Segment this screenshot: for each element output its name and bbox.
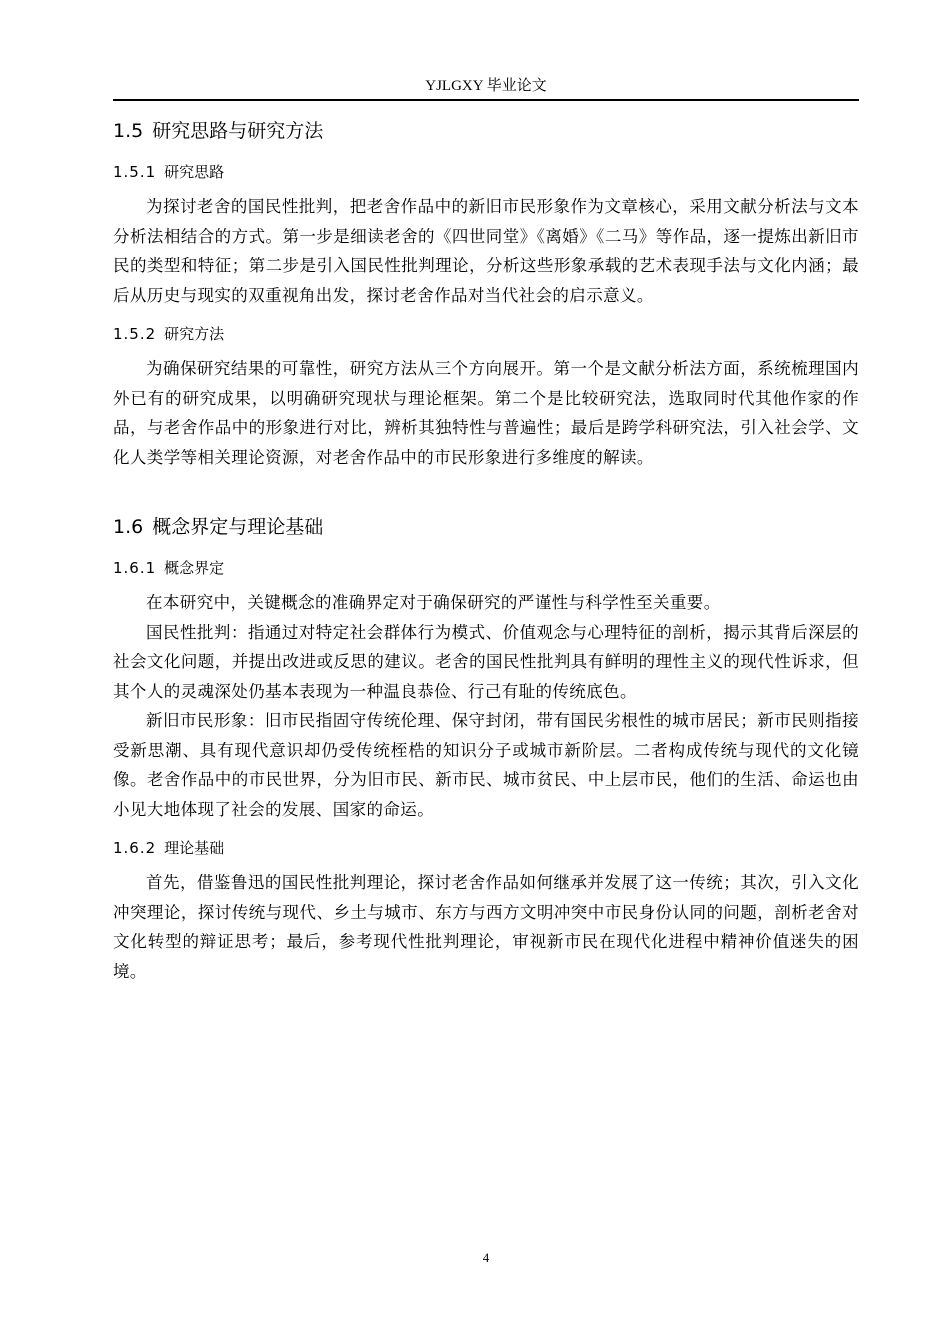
subsection-title: 理论基础	[164, 839, 225, 857]
subsection-title: 概念界定	[164, 559, 225, 577]
section-heading-1-6	[113, 512, 859, 542]
subsection-heading-1-5-2	[113, 322, 859, 346]
section-number: 1.5	[113, 120, 144, 142]
page-number: 4	[482, 1250, 490, 1265]
paragraph: 在本研究中，关键概念的准确界定对于确保研究的严谨性与科学性至关重要。	[146, 593, 721, 612]
section-number: 1.6	[113, 516, 144, 538]
section-heading-1-5	[113, 116, 859, 146]
subsection-heading-1-6-1	[113, 556, 859, 580]
section-title: 研究思路与研究方法	[152, 120, 324, 142]
subsection-number: 1.6.2	[113, 839, 157, 857]
paragraph: 为确保研究结果的可靠性，研究方法从三个方向展开。第一个是文献分析法方面，系统梳理国内外已有的研究成果，以明确研究现状与理论框架。第二个是比较研究法，选取同时代其他作家的作品，与老舍作品中的形象进行对比，辨析其独特性与普遍性；最后是跨学科研究法，引入社会学、文化人类学等相关理论资源，对老舍作品中的市民形象进行多维度的解读。	[113, 359, 859, 467]
section-title: 概念界定与理论基础	[152, 516, 324, 538]
running-header: YJLGXY 毕业论文	[425, 78, 547, 94]
subsection-title: 研究方法	[164, 325, 225, 343]
header-rule	[113, 99, 859, 101]
subsection-heading-1-5-1	[113, 160, 859, 184]
subsection-heading-1-6-2	[113, 836, 859, 860]
page-body	[113, 112, 859, 986]
paragraph: 国民性批判：指通过对特定社会群体行为模式、价值观念与心理特征的剖析，揭示其背后深层的社会文化问题，并提出改进或反思的建议。老舍的国民性批判具有鲜明的理性主义的现代性诉求，但其个人的灵魂深处仍基本表现为一种温良恭俭、行己有耻的传统底色。	[113, 622, 859, 701]
subsection-number: 1.6.1	[113, 559, 157, 577]
subsection-number: 1.5.1	[113, 163, 157, 181]
paragraph: 为探讨老舍的国民性批判，把老舍作品中的新旧市民形象作为文章核心，采用文献分析法与文本分析法相结合的方式。第一步是细读老舍的《四世同堂》《离婚》《二马》等作品，逐一提炼出新旧市民的类型和特征；第二步是引入国民性批判理论，分析这些形象承载的艺术表现手法与文化内涵；最后从历史与现实的双重视角出发，探讨老舍作品对当代社会的启示意义。	[113, 197, 859, 305]
paragraph: 新旧市民形象：旧市民指固守传统伦理、保守封闭，带有国民劣根性的城市居民；新市民则指接受新思潮、具有现代意识却仍受传统桎梏的知识分子或城市新阶层。二者构成传统与现代的文化镜像。老舍作品中的市民世界，分为旧市民、新市民、城市贫民、中上层市民，他们的生活、命运也由小见大地体现了社会的发展、国家的命运。	[113, 711, 859, 819]
paragraph: 首先，借鉴鲁迅的国民性批判理论，探讨老舍作品如何继承并发展了这一传统；其次，引入文化冲突理论，探讨传统与现代、乡土与城市、东方与西方文明冲突中市民身份认同的问题，剖析老舍对文化转型的辩证思考；最后，参考现代性批判理论，审视新市民在现代化进程中精神价值迷失的困境。	[113, 873, 859, 981]
subsection-title: 研究思路	[164, 163, 225, 181]
subsection-number: 1.5.2	[113, 325, 157, 343]
